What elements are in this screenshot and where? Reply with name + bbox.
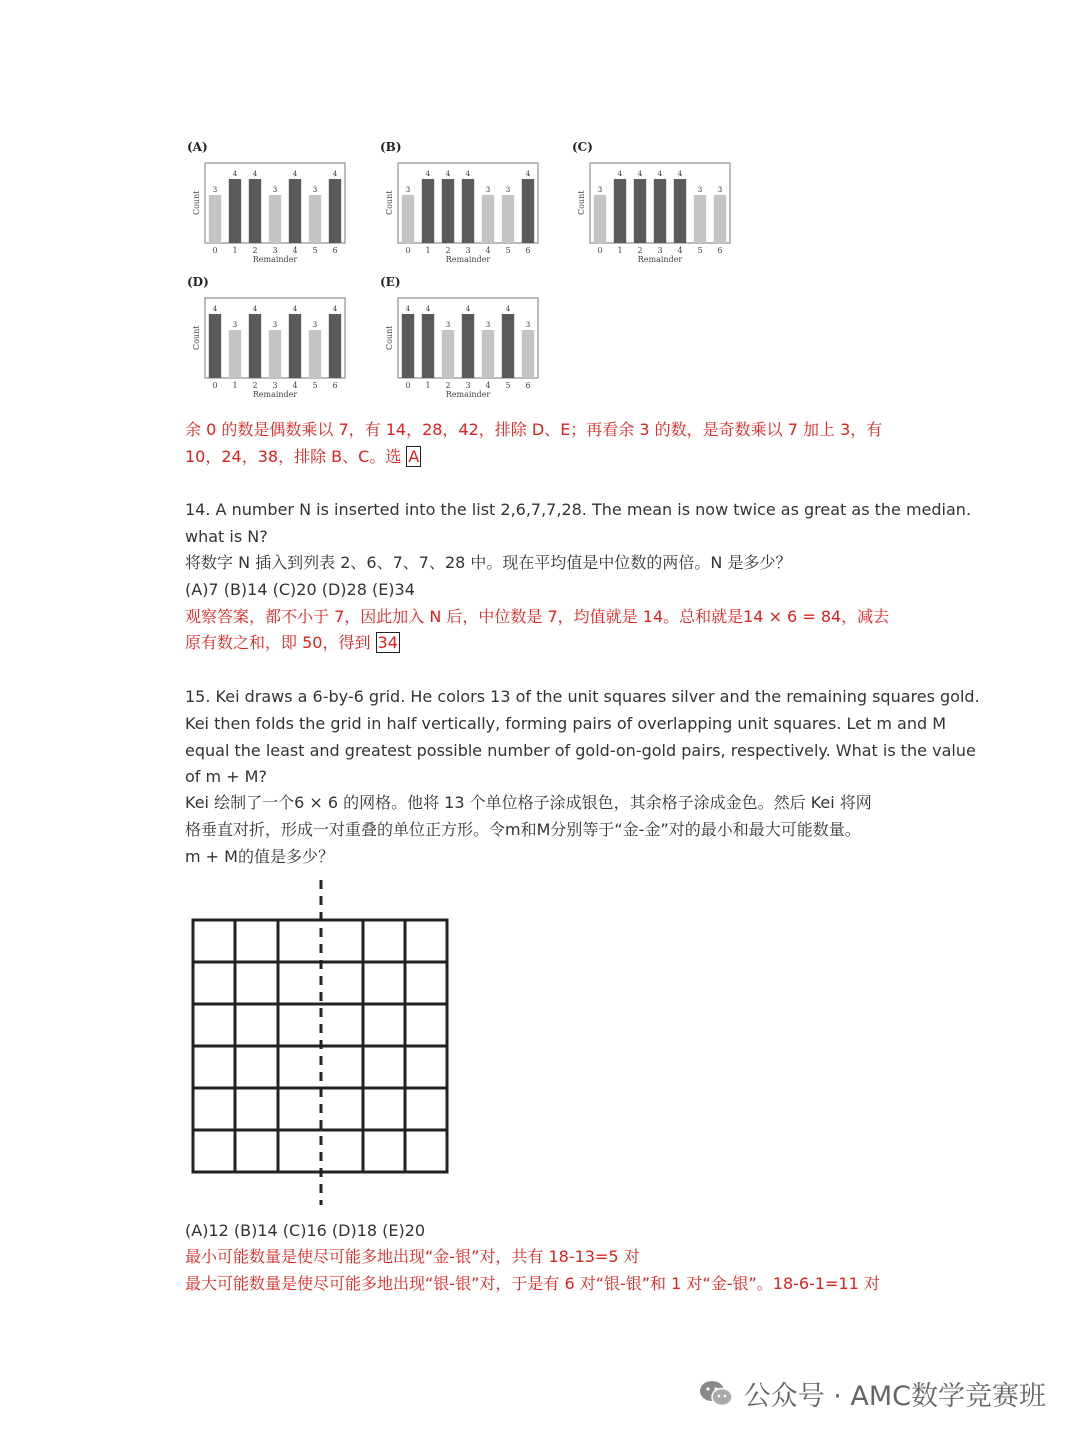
x-tick-label: 5 bbox=[505, 381, 511, 390]
bar bbox=[329, 314, 341, 378]
q13-explain-text: 10，24，38，排除 B、C。选 bbox=[185, 447, 407, 466]
q15-english-line-4: of m + M? bbox=[185, 767, 267, 786]
bar bbox=[229, 330, 241, 378]
bar bbox=[502, 314, 514, 378]
chart-e bbox=[378, 272, 548, 402]
bar-value-label: 4 bbox=[617, 170, 623, 178]
x-tick-label: 3 bbox=[465, 381, 471, 390]
y-axis-label: Count bbox=[192, 190, 201, 215]
bar-value-label: 3 bbox=[212, 186, 218, 194]
x-tick-label: 1 bbox=[617, 246, 623, 255]
bar-value-label: 4 bbox=[252, 170, 258, 178]
bar bbox=[482, 195, 494, 243]
x-tick-label: 2 bbox=[445, 246, 451, 255]
bar-value-label: 3 bbox=[312, 186, 318, 194]
bar bbox=[482, 330, 494, 378]
chart-option-label: (B) bbox=[380, 140, 402, 154]
bar bbox=[674, 179, 686, 243]
bar bbox=[329, 179, 341, 243]
chart-c-svg bbox=[570, 137, 740, 267]
x-tick-label: 1 bbox=[425, 381, 431, 390]
q13-answer-box: A bbox=[408, 447, 420, 466]
chart-d-svg bbox=[185, 272, 355, 402]
bar-value-label: 3 bbox=[597, 186, 603, 194]
bar bbox=[462, 179, 474, 243]
bar bbox=[209, 314, 221, 378]
x-tick-label: 6 bbox=[525, 246, 531, 255]
q15-choices: (A)12 (B)14 (C)16 (D)18 (E)20 bbox=[185, 1221, 426, 1240]
q15-chinese-line-2: 格垂直对折，形成一对重叠的单位正方形。令m和M分别等于“金-金”对的最小和最大可能数量。 bbox=[185, 820, 861, 839]
bar bbox=[422, 314, 434, 378]
x-tick-label: 4 bbox=[485, 381, 491, 390]
chart-option-label: (A) bbox=[187, 140, 208, 154]
bar-value-label: 4 bbox=[677, 170, 683, 178]
bar bbox=[614, 179, 626, 243]
q15-english-line-2: Kei then folds the grid in half vertically, forming pairs of overlapping unit squares. Let m and M bbox=[185, 714, 947, 733]
chart-option-label: (C) bbox=[572, 140, 593, 154]
bar bbox=[422, 179, 434, 243]
x-tick-label: 5 bbox=[312, 246, 318, 255]
x-tick-label: 4 bbox=[485, 246, 491, 255]
x-tick-label: 1 bbox=[232, 381, 238, 390]
x-tick-label: 6 bbox=[525, 381, 531, 390]
x-tick-label: 1 bbox=[425, 246, 431, 255]
x-axis-label: Remainder bbox=[252, 255, 298, 264]
q14-answer-box: 34 bbox=[377, 633, 398, 652]
bar bbox=[594, 195, 606, 243]
bar bbox=[289, 179, 301, 243]
bar bbox=[249, 179, 261, 243]
x-tick-label: 3 bbox=[272, 246, 278, 255]
bar bbox=[249, 314, 261, 378]
bar bbox=[654, 179, 666, 243]
x-axis-label: Remainder bbox=[445, 390, 491, 399]
x-axis-label: Remainder bbox=[637, 255, 683, 264]
bar-value-label: 3 bbox=[505, 186, 511, 194]
q13-explain-line-2 bbox=[185, 444, 421, 470]
bar-value-label: 3 bbox=[697, 186, 703, 194]
q14-explain-line-2 bbox=[185, 630, 400, 656]
y-axis-label: Count bbox=[192, 325, 201, 350]
chart-a bbox=[185, 137, 355, 267]
chart-a-svg bbox=[185, 137, 355, 267]
watermark-text: 公众号 · AMC数学竞赛班 bbox=[743, 1381, 1046, 1412]
bar-value-label: 3 bbox=[445, 321, 451, 329]
bar-value-label: 4 bbox=[252, 305, 258, 313]
x-tick-label: 4 bbox=[292, 381, 298, 390]
x-tick-label: 5 bbox=[312, 381, 318, 390]
bar-value-label: 4 bbox=[405, 305, 411, 313]
watermark bbox=[698, 1374, 1046, 1416]
x-tick-label: 3 bbox=[465, 246, 471, 255]
bar bbox=[522, 330, 534, 378]
q15-explain-line-2: 最大可能数量是使尽可能多地出现“银-银”对，于是有 6 对“银-银”和 1 对“金-银”。18-6-1=11 对 bbox=[185, 1274, 880, 1293]
bar-value-label: 3 bbox=[405, 186, 411, 194]
chart-c bbox=[570, 137, 740, 267]
q14-explain-line-1: 观察答案，都不小于 7，因此加入 N 后，中位数是 7，均值就是 14。总和就是14 × 6 = 84，减去 bbox=[185, 607, 890, 626]
bar-value-label: 4 bbox=[505, 305, 511, 313]
bar-value-label: 4 bbox=[292, 305, 298, 313]
x-tick-label: 2 bbox=[445, 381, 451, 390]
q14-english-line-2: what is N? bbox=[185, 527, 268, 546]
bar-value-label: 4 bbox=[445, 170, 451, 178]
x-axis-label: Remainder bbox=[445, 255, 491, 264]
bar bbox=[289, 314, 301, 378]
chart-option-label: (D) bbox=[187, 275, 209, 289]
q14-explain-text: 原有数之和，即 50，得到 bbox=[185, 633, 376, 652]
bar bbox=[402, 195, 414, 243]
chart-d bbox=[185, 272, 355, 402]
bar bbox=[694, 195, 706, 243]
bar bbox=[634, 179, 646, 243]
bar-value-label: 3 bbox=[485, 186, 491, 194]
x-tick-label: 3 bbox=[657, 246, 663, 255]
q14-choices: (A)7 (B)14 (C)20 (D)28 (E)34 bbox=[185, 580, 415, 599]
bar-value-label: 3 bbox=[272, 321, 278, 329]
x-tick-label: 4 bbox=[292, 246, 298, 255]
bar-value-label: 4 bbox=[332, 170, 338, 178]
bar bbox=[269, 195, 281, 243]
bar bbox=[309, 330, 321, 378]
x-axis-label: Remainder bbox=[252, 390, 298, 399]
x-tick-label: 6 bbox=[332, 246, 338, 255]
x-tick-label: 3 bbox=[272, 381, 278, 390]
bar-value-label: 4 bbox=[292, 170, 298, 178]
bar bbox=[269, 330, 281, 378]
x-tick-label: 0 bbox=[212, 381, 218, 390]
bar bbox=[522, 179, 534, 243]
bar-value-label: 4 bbox=[212, 305, 218, 313]
bar-value-label: 4 bbox=[465, 170, 471, 178]
bar bbox=[402, 314, 414, 378]
x-tick-label: 1 bbox=[232, 246, 238, 255]
bar-value-label: 4 bbox=[332, 305, 338, 313]
bar bbox=[442, 179, 454, 243]
bar-value-label: 3 bbox=[717, 186, 723, 194]
y-axis-label: Count bbox=[385, 325, 394, 350]
bar bbox=[714, 195, 726, 243]
chart-option-label: (E) bbox=[380, 275, 401, 289]
x-tick-label: 0 bbox=[597, 246, 603, 255]
bar-value-label: 4 bbox=[425, 170, 431, 178]
bar bbox=[309, 195, 321, 243]
bar-value-label: 3 bbox=[312, 321, 318, 329]
chart-e-svg bbox=[378, 272, 548, 402]
chart-b bbox=[378, 137, 548, 267]
q13-explain-line-1: 余 0 的数是偶数乘以 7，有 14，28，42，排除 D、E；再看余 3 的数，是奇数乘以 7 加上 3，有 bbox=[185, 420, 883, 439]
x-tick-label: 6 bbox=[332, 381, 338, 390]
six-by-six-grid-figure bbox=[185, 875, 455, 1210]
bar bbox=[229, 179, 241, 243]
bar-value-label: 4 bbox=[637, 170, 643, 178]
bar-value-label: 3 bbox=[272, 186, 278, 194]
x-tick-label: 4 bbox=[677, 246, 683, 255]
y-axis-label: Count bbox=[385, 190, 394, 215]
bar bbox=[209, 195, 221, 243]
bar-value-label: 3 bbox=[485, 321, 491, 329]
bar bbox=[502, 195, 514, 243]
bar-value-label: 4 bbox=[232, 170, 238, 178]
q15-chinese-line-3: m + M的值是多少？ bbox=[185, 847, 334, 866]
wechat-icon bbox=[698, 1379, 734, 1416]
bar-value-label: 4 bbox=[525, 170, 531, 178]
bar-value-label: 4 bbox=[425, 305, 431, 313]
x-tick-label: 2 bbox=[252, 381, 258, 390]
x-tick-label: 5 bbox=[697, 246, 703, 255]
bar-value-label: 4 bbox=[465, 305, 471, 313]
chart-b-svg bbox=[378, 137, 548, 267]
y-axis-label: Count bbox=[577, 190, 586, 215]
bar-value-label: 4 bbox=[657, 170, 663, 178]
q15-chinese-line-1: Kei 绘制了一个6 × 6 的网格。他将 13 个单位格子涂成银色，其余格子涂成金色。然后 Kei 将网 bbox=[185, 793, 872, 812]
bar bbox=[442, 330, 454, 378]
x-tick-label: 2 bbox=[252, 246, 258, 255]
bar bbox=[462, 314, 474, 378]
q15-english-line-3: equal the least and greatest possible number of gold-on-gold pairs, respectively. What is the value bbox=[185, 741, 976, 760]
bar-value-label: 3 bbox=[232, 321, 238, 329]
q15-english-line-1: 15. Kei draws a 6-by-6 grid. He colors 13 of the unit squares silver and the remaining squares gold. bbox=[185, 687, 980, 706]
q15-explain-line-1: 最小可能数量是使尽可能多地出现“金-银”对，共有 18-13=5 对 bbox=[185, 1247, 640, 1266]
x-tick-label: 5 bbox=[505, 246, 511, 255]
q14-english-line-1: 14. A number N is inserted into the list 2,6,7,7,28. The mean is now twice as great as the median. bbox=[185, 500, 972, 519]
x-tick-label: 2 bbox=[637, 246, 643, 255]
q14-chinese: 将数字 N 插入到列表 2、6、7、7、28 中。现在平均值是中位数的两倍。N 是多少？ bbox=[185, 553, 792, 572]
x-tick-label: 0 bbox=[405, 246, 411, 255]
bar-value-label: 3 bbox=[525, 321, 531, 329]
x-tick-label: 0 bbox=[405, 381, 411, 390]
x-tick-label: 6 bbox=[717, 246, 723, 255]
x-tick-label: 0 bbox=[212, 246, 218, 255]
